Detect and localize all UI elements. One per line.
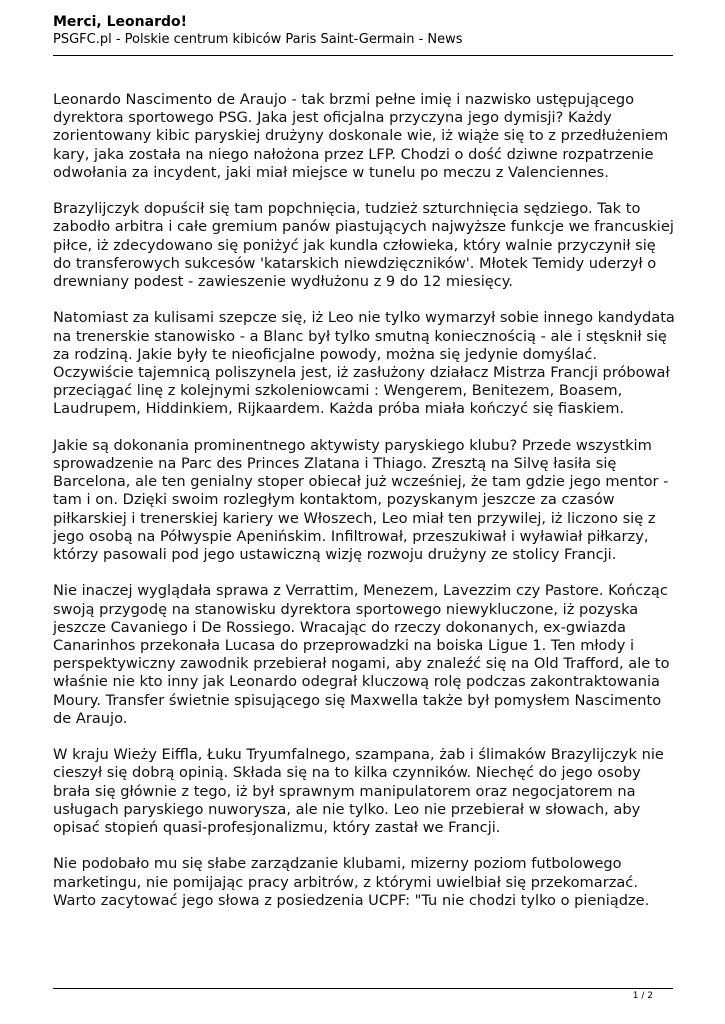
page-number: 1 / 2 <box>632 991 653 1001</box>
article-paragraph: W kraju Wieży Eiffla, Łuku Tryumfalnego, szampana, żab i ślimaków Brazylijczyk nie cieszył się dobrą opinią. Składa się na to kilka czynników. Niechęć do jego osoby brała się głównie z tego, iż był sprawnym manipulatorem oraz negocjatorem na usługach paryskiego nuworysza, ale nie tylko. Leo nie przebierał w słowach, aby opisać stopień quasi-profesjonalizmu, który zastał we Francji. <box>53 746 664 837</box>
article-body <box>53 91 677 928</box>
article-paragraph: Natomiast za kulisami szepcze się, iż Leo nie tylko wymarzył sobie innego kandydata na trenerskie stanowisko - a Blanc był tylko smutną koniecznością - ale i stęsknił się za rodziną. Jakie były te nieoficjalne powody, można się jedynie domyślać. Oczywiście tajemnicą poliszynela jest, iż zasłużony działacz Mistrza Francji próbował przeciągać linę z kolejnymi szkoleniowcami : Wengerem, Benitezem, Boasem, Laudrupem, Hiddinkiem, Rijkaardem. Każda próba miała kończyć się fiaskiem. <box>53 309 675 418</box>
document-header <box>53 13 673 48</box>
article-paragraph: Brazylijczyk dopuścił się tam popchnięcia, tudzież szturchnięcia sędziego. Tak to zabodło arbitra i całe gremium panów piastujących najwyższe funkcje we francuskiej piłce, iż zdecydowano się poniżyć jak kundla człowieka, który walnie przyczynił się do transferowych sukcesów 'katarskich niewdzięczników'. Młotek Temidy uderzył o drewniany podest - zawieszenie wydłużonu z 9 do 12 miesięcy. <box>53 200 674 291</box>
header-divider <box>53 55 673 56</box>
article-paragraph: Nie inaczej wyglądała sprawa z Verrattim, Menezem, Lavezzim czy Pastore. Kończąc swoją przygodę na stanowisku dyrektora sportowego niewykluczone, iż pozyska jeszcze Cavaniego i De Rossiego. Wracając do rzeczy dokonanych, ex-gwiazda Canarinhos przekonała Lucasa do przeprowadzki na boiska Ligue 1. Ten młody i perspektywiczny zawodnik przebierał nogami, aby znaleźć się na Old Trafford, ale to właśnie nie kto inny jak Leonardo odegrał kluczową rolę podczas zakontraktowania Moury. Transfer świetnie spisującego się Maxwella także był pomysłem Nascimento de Araujo. <box>53 582 670 727</box>
article-paragraph: Leonardo Nascimento de Araujo - tak brzmi pełne imię i nazwisko ustępującego dyrektora sportowego PSG. Jaka jest oficjalna przyczyna jego dymisji? Każdy zorientowany kibic paryskiej drużyny doskonale wie, iż wiąże się to z przedłużeniem kary, jaka została na niego nałożona przez LFP. Chodzi o dość dziwne rozpatrzenie odwołania za incydent, jaki miał miejsce w tunelu po meczu z Valenciennes. <box>53 91 669 181</box>
article-paragraph: Jakie są dokonania prominentnego aktywisty paryskiego klubu? Przede wszystkim sprowadzenie na Parc des Princes Zlatana i Thiago. Zresztą na Silvę łasiła się Barcelona, ale ten genialny stoper obiecał już wcześniej, że tam gdzie jego mentor - tam i on. Dzięki swoim rozległym kontaktom, pozyskanym jeszcze za czasów piłkarskiej i trenerskiej kariery we Włoszech, Leo miał ten przywilej, iż liczono się z jego osobą na Półwyspie Apenińskim. Infiltrował, przeszukiwał i wyławiał piłkarzy, którzy pasowali pod jego ustawiczną wizję rozwoju drużyny ze stolicy Francji. <box>53 436 669 564</box>
footer-divider <box>53 988 673 989</box>
article-title: Merci, Leonardo! <box>53 14 187 30</box>
article-paragraph: Nie podobało mu się słabe zarządzanie klubami, mizerny poziom futbolowego marketingu, nie pomijając pracy arbitrów, z którymi uwielbiał się przekomarzać. Warto zacytować jego słowa z posiedzenia UCPF: "Tu nie chodzi tylko o pieniądze. <box>53 855 650 909</box>
site-subtitle: PSGFC.pl - Polskie centrum kibiców Paris Saint-Germain - News <box>53 32 463 47</box>
